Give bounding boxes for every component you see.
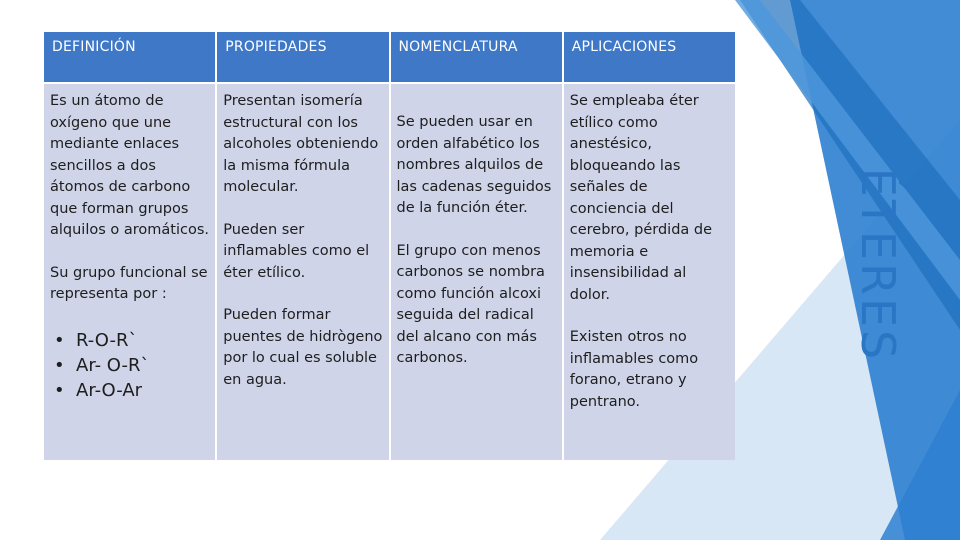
grupo-funcional-text: Su grupo funcional se representa por : (50, 264, 208, 302)
formula-text: Ar-O-Ar (76, 379, 143, 401)
propiedad-text: Pueden formar puentes de hidrògeno por lo cual es soluble en agua. (223, 307, 383, 388)
bullet-icon: • (54, 379, 65, 401)
formula-list (50, 328, 209, 403)
propiedad-text: Presentan isomería estructural con los alcoholes obteniendo la misma fórmula molecular. (223, 93, 379, 195)
header-row (44, 32, 735, 82)
header-propiedades: PROPIEDADES (217, 32, 388, 82)
formula-item (50, 328, 209, 353)
cell-definicion (44, 84, 215, 460)
cell-propiedades (217, 84, 388, 460)
nomenclatura-text: El grupo con menos carbonos se nombra como función alcoxi seguida del radical del alcano con más carbonos. (396, 242, 545, 366)
aplicacion-text: Se empleaba éter etílico como anestésico, bloqueando las señales de conciencia del cerebro, pérdida de memoria e insensibilidad al dolor. (569, 93, 713, 303)
formula-text: Ar- O-R` (76, 354, 150, 376)
bullet-icon: • (54, 354, 65, 376)
propiedad-text: Pueden ser inflamables como el éter etílico. (223, 221, 370, 281)
header-aplicaciones: APLICACIONES (564, 32, 735, 82)
cell-aplicaciones (564, 84, 735, 460)
aplicacion-text: Existen otros no inflamables como forano, etrano y pentrano. (569, 329, 699, 410)
header-nomenclatura: NOMENCLATURA (391, 32, 562, 82)
ether-info-table (42, 30, 737, 462)
bullet-icon: • (54, 329, 65, 351)
formula-item (50, 378, 209, 403)
content-row (44, 84, 735, 460)
header-definicion: DEFINICIÓN (44, 32, 215, 82)
nomenclatura-text: Se pueden usar en orden alfabético los nombres alquilos de las cadenas seguidos de la función éter. (396, 114, 552, 216)
slide-title: ÉTERES (851, 167, 905, 363)
formula-item (50, 353, 209, 378)
cell-nomenclatura (391, 84, 562, 460)
definicion-text: Es un átomo de oxígeno que une mediante enlaces sencillos a dos átomos de carbono que forman grupos alquilos o aromáticos. (50, 93, 210, 238)
formula-text: R-O-R` (76, 329, 138, 351)
